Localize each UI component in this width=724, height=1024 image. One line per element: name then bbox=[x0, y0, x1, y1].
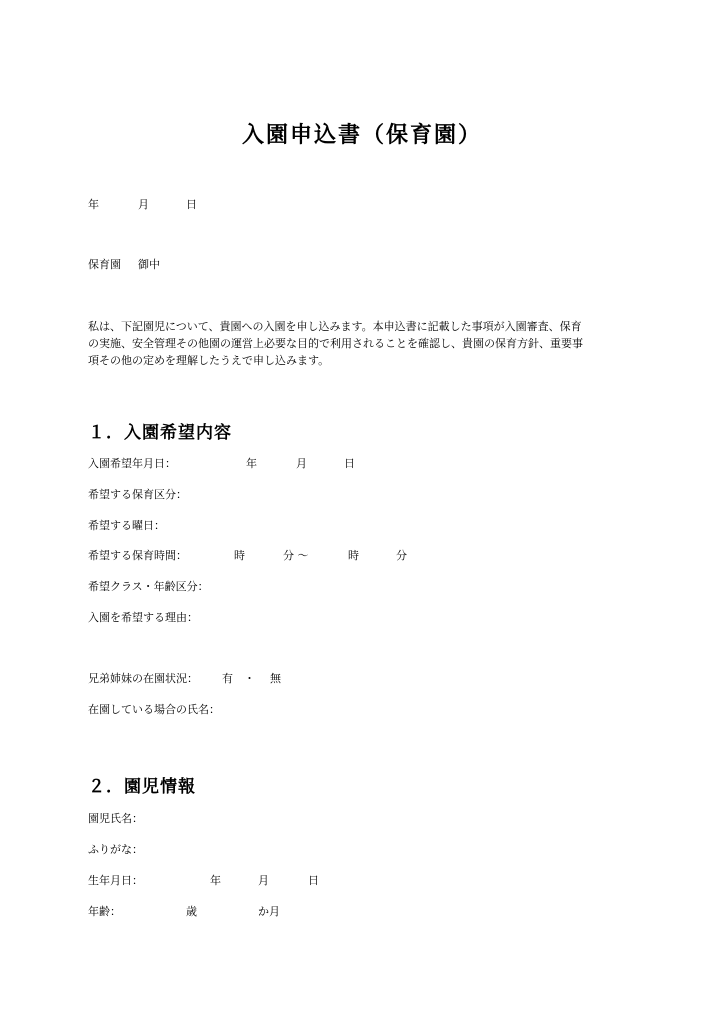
age-label: 年齢： bbox=[88, 905, 121, 918]
care-category-label: 希望する保育区分： bbox=[88, 488, 187, 501]
age-years: 歳 bbox=[186, 905, 197, 918]
addressee-honorific: 御中 bbox=[138, 258, 160, 271]
care-time-end-hour: 時 bbox=[348, 549, 359, 562]
date-day-label: 日 bbox=[186, 198, 197, 211]
child-name-label: 園児氏名： bbox=[88, 812, 143, 825]
care-time-start-hour: 時 bbox=[234, 549, 245, 562]
intro-line: 項その他の定めを理解したうえで申し込みます。 bbox=[88, 354, 330, 367]
age-months: か月 bbox=[258, 905, 280, 918]
desired-date-day: 日 bbox=[344, 457, 355, 470]
sibling-name-label: 在園している場合の氏名： bbox=[88, 703, 220, 716]
desired-date-month: 月 bbox=[296, 457, 307, 470]
section-heading-application-details: １．入園希望内容 bbox=[88, 423, 232, 443]
siblings-yes-option: 有 bbox=[222, 672, 233, 685]
class-age-label: 希望クラス・年齢区分： bbox=[88, 580, 209, 593]
siblings-no-option: 無 bbox=[270, 672, 281, 685]
date-month-label: 月 bbox=[138, 198, 149, 211]
addressee-nursery: 保育園 bbox=[88, 258, 121, 271]
date-year-label: 年 bbox=[88, 198, 99, 211]
siblings-status-label: 兄弟姉妹の在園状況： bbox=[88, 672, 198, 685]
document-title: 入園申込書（保育園） bbox=[241, 123, 482, 148]
furigana-label: ふりがな： bbox=[88, 843, 143, 856]
weekdays-label: 希望する曜日： bbox=[88, 519, 165, 532]
care-time-start-minute: 分 ～ bbox=[283, 549, 309, 562]
intro-line: 私は、下記園児について、貴園への入園を申し込みます。本申込書に記載した事項が入園審査、保育 bbox=[88, 320, 582, 333]
birthdate-year: 年 bbox=[210, 874, 221, 887]
birthdate-label: 生年月日： bbox=[88, 874, 143, 887]
desired-date-year: 年 bbox=[246, 457, 257, 470]
desired-date-label: 入園希望年月日： bbox=[88, 457, 176, 470]
care-time-label: 希望する保育時間： bbox=[88, 549, 187, 562]
section-heading-child-info: ２．園児情報 bbox=[88, 777, 196, 797]
birthdate-day: 日 bbox=[308, 874, 319, 887]
intro-line: の実施、安全管理その他園の運営上必要な目的で利用されることを確認し、貴園の保育方針、重要事 bbox=[88, 337, 583, 350]
care-time-end-minute: 分 bbox=[396, 549, 407, 562]
birthdate-month: 月 bbox=[258, 874, 269, 887]
siblings-separator: ・ bbox=[244, 672, 255, 685]
reason-label: 入園を希望する理由： bbox=[88, 611, 198, 624]
intro-paragraph bbox=[88, 318, 648, 369]
